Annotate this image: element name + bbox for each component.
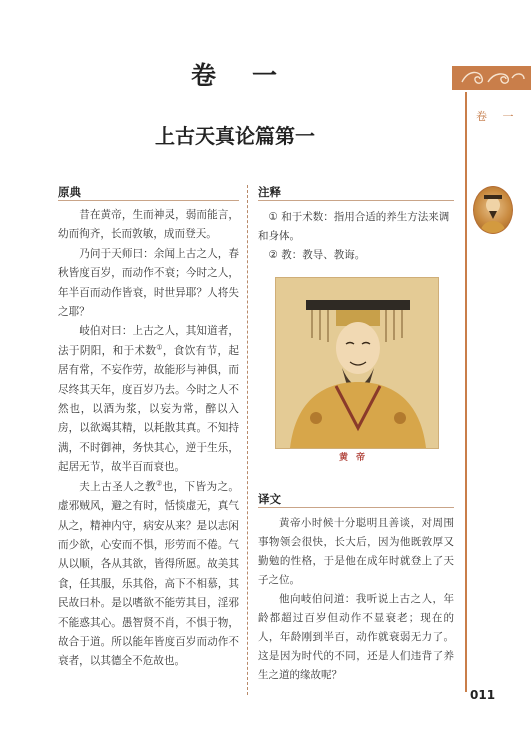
section-rule bbox=[258, 507, 454, 508]
section-rule bbox=[258, 200, 454, 201]
section-heading-translation: 译文 bbox=[258, 492, 281, 506]
original-paragraph: 岐伯对曰：上古之人，其知道者，法于阴阳，和于术数①，食饮有节，起居有常，不妄作劳，故能形与神俱，而尽终其天年，度百岁乃去。今时之人不然也，以酒为浆，以妄为常，醉以入房，以欲竭其精，以耗散其真。不知持满，不时御神，务快其心，逆于生乐，起居无节，故半百而衰也。 bbox=[58, 325, 240, 474]
portrait-caption: 黄帝 bbox=[338, 453, 373, 463]
section-heading-notes: 注释 bbox=[258, 185, 281, 199]
emperor-portrait-icon bbox=[276, 278, 438, 448]
notes-list bbox=[258, 208, 454, 265]
note-item: ② 教：教导、教诲。 bbox=[268, 249, 366, 261]
original-paragraph: 昔在黄帝，生而神灵，弱而能言，幼而徇齐，长而敦敏，成而登天。 bbox=[58, 209, 239, 241]
footnote-mark: ① bbox=[156, 343, 163, 352]
note-item: ① 和于术数：指用合适的养生方法来调和身体。 bbox=[258, 211, 450, 242]
volume-title: 卷 一 bbox=[190, 61, 280, 90]
original-paragraph: 夫上古圣人之教②也，下皆为之。虚邪贼风，避之有时，恬惔虚无，真气从之，精神内守，病安从来？是以志闲而少欲，心安而不惧，形劳而不倦。气从以顺，各从其欲，皆得所愿。故美其食，任其服，乐其俗，高下不相慕，其民故曰朴。是以嗜欲不能劳其目，淫邪不能惑其心。愚智贤不肖，不惧于物，故合于道。所以能年皆度百岁而动作不衰者，以其德全不危故也。 bbox=[58, 479, 240, 668]
cloud-ornament-icon bbox=[458, 68, 528, 88]
chapter-title: 上古天真论篇第一 bbox=[155, 124, 315, 148]
original-paragraph: 乃问于天师曰：余闻上古之人，春秋皆度百岁，而动作不衰；今时之人，年半百而动作皆衰，时世异耶？人将失之耶？ bbox=[58, 247, 239, 319]
section-heading-original: 原典 bbox=[58, 185, 81, 199]
column-divider bbox=[247, 185, 248, 695]
footnote-mark: ② bbox=[155, 479, 163, 488]
side-rule bbox=[465, 92, 467, 692]
emperor-medallion bbox=[473, 186, 513, 234]
original-text bbox=[58, 206, 239, 672]
translation-paragraph: 黄帝小时候十分聪明且善谈，对周围事物领会很快，长大后，因为他既敦厚又勤勉的性格，于是他在成年时就登上了天子之位。 bbox=[258, 517, 454, 586]
side-tab-label: 卷 一 bbox=[476, 110, 520, 123]
translation-text bbox=[258, 514, 454, 685]
translation-paragraph: 他向岐伯问道：我听说上古之人，年龄都超过百岁但动作不显衰老；现在的人，年龄刚到半百，动作就衰弱无力了。这是因为时代的不同，还是人们违背了养生之道的缘故呢？ bbox=[258, 593, 454, 681]
section-rule bbox=[58, 200, 239, 201]
huangdi-portrait bbox=[275, 277, 439, 449]
emperor-figure-icon bbox=[474, 187, 512, 233]
page-number: 011 bbox=[470, 688, 496, 702]
